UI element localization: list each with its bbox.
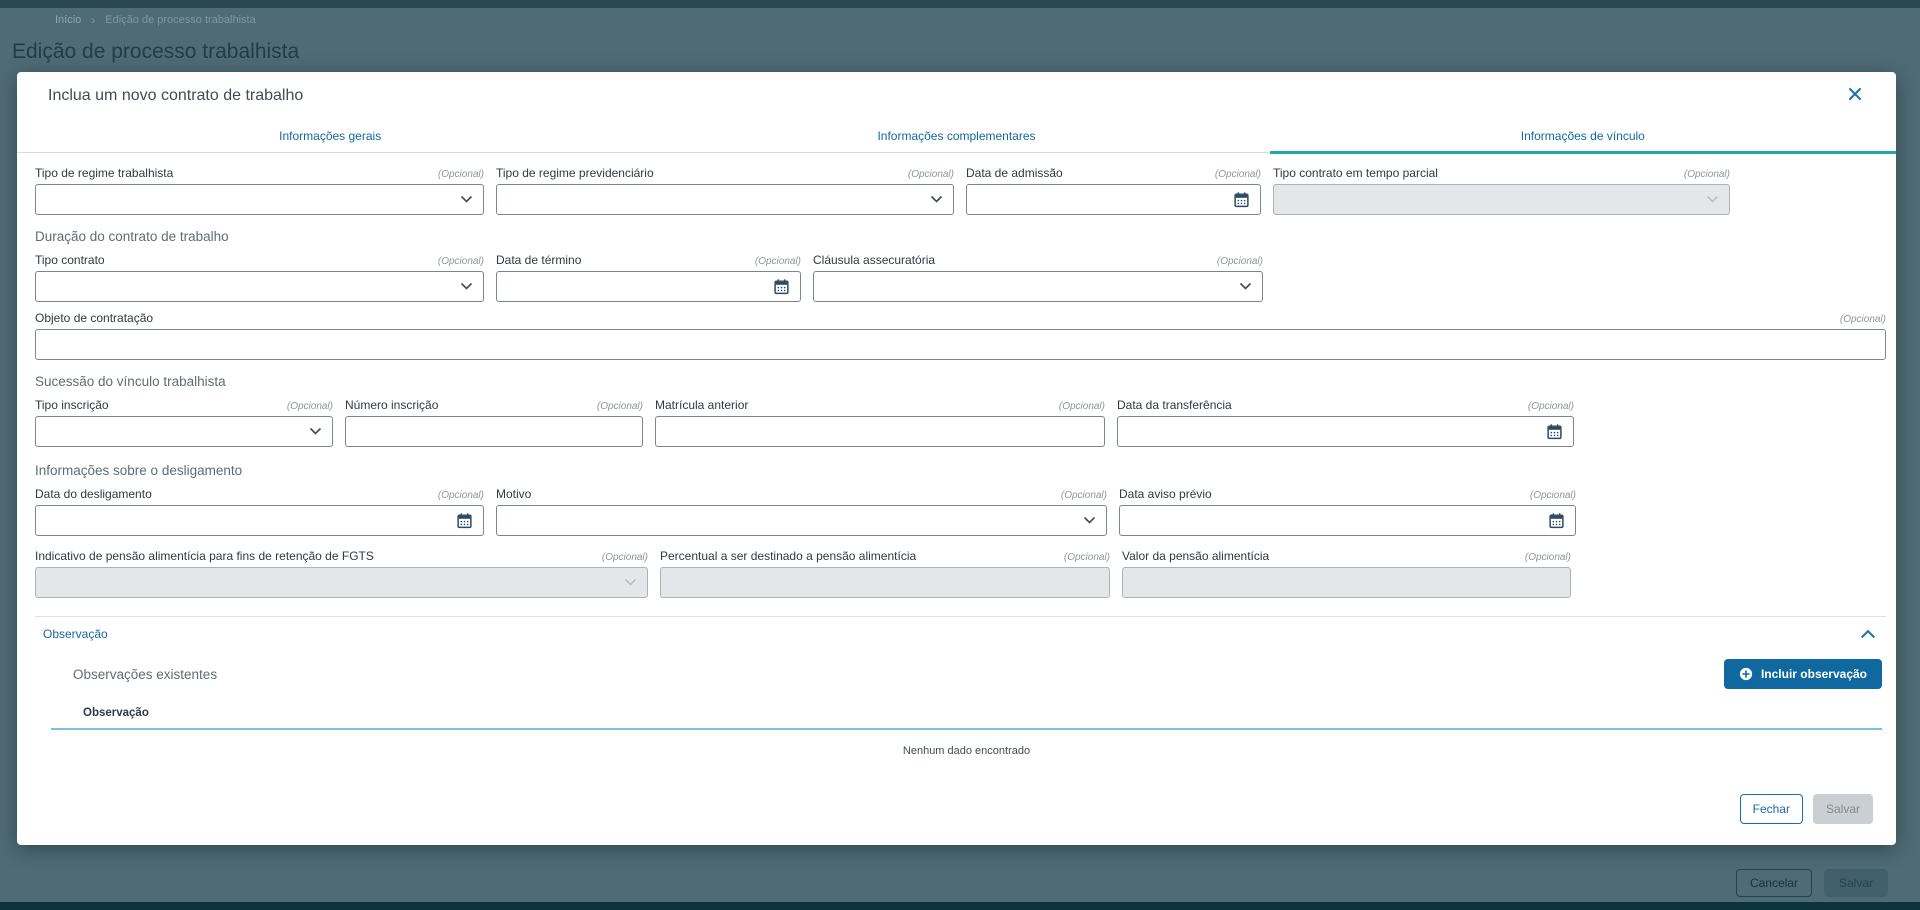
- page-actions: [1736, 869, 1888, 897]
- field-data-transferencia: [1117, 397, 1574, 447]
- field-label: Indicativo de pensão alimentícia para fins de retenção de FGTS: [35, 549, 374, 563]
- data-aviso-previo-date-input[interactable]: [1119, 505, 1576, 536]
- motivo-select[interactable]: [496, 505, 1107, 536]
- calendar-icon: [456, 512, 473, 529]
- tab-informacoes-de-vinculo[interactable]: Informações de vínculo: [1270, 129, 1896, 152]
- tipo-contrato-tempo-parcial-select: [1273, 184, 1730, 215]
- optional-hint: (Opcional): [1060, 490, 1107, 501]
- field-tipo-regime-trabalhista: [35, 165, 484, 215]
- form-row: [35, 252, 1886, 302]
- tipo-inscricao-select[interactable]: [35, 416, 333, 447]
- section-sucessao-heading: Sucessão do vínculo trabalhista: [35, 374, 226, 389]
- chevron-down-icon: [1706, 195, 1719, 204]
- breadcrumb: [55, 13, 256, 27]
- field-percentual-pensao: [660, 548, 1110, 598]
- data-termino-date-input[interactable]: [496, 271, 801, 302]
- optional-hint: (Opcional): [1063, 552, 1110, 563]
- field-label: Número inscrição: [345, 398, 439, 412]
- optional-hint: (Opcional): [286, 401, 333, 412]
- new-contract-modal: [17, 72, 1896, 845]
- chevron-down-icon: [1083, 516, 1096, 525]
- observacao-section: [35, 616, 1886, 772]
- observacao-toolbar: [35, 659, 1886, 689]
- field-indicativo-pensao: [35, 548, 648, 598]
- form-row: [35, 310, 1886, 360]
- section-desligamento-heading: Informações sobre o desligamento: [35, 463, 243, 478]
- data-transferencia-date-input[interactable]: [1117, 416, 1574, 447]
- field-label: Data aviso prévio: [1119, 487, 1212, 501]
- close-button[interactable]: [1848, 87, 1866, 105]
- field-tipo-contrato: [35, 252, 484, 302]
- field-label: Tipo inscrição: [35, 398, 109, 412]
- optional-hint: (Opcional): [1839, 314, 1886, 325]
- field-label: Tipo contrato: [35, 253, 105, 267]
- chevron-down-icon: [624, 578, 637, 587]
- calendar-icon: [773, 278, 790, 295]
- breadcrumb-separator-icon: ›: [91, 13, 96, 27]
- modal-body: [17, 165, 1896, 772]
- optional-hint: (Opcional): [596, 401, 643, 412]
- field-numero-inscricao: [345, 397, 643, 447]
- modal-title: Inclua um novo contrato de trabalho: [48, 87, 304, 104]
- bottom-bar: [0, 902, 1920, 910]
- data-admissao-date-input[interactable]: [966, 184, 1261, 215]
- field-label: Data de término: [496, 253, 582, 267]
- clausula-assecuratoria-select[interactable]: [813, 271, 1263, 302]
- optional-hint: (Opcional): [1214, 169, 1261, 180]
- field-data-aviso-previo: [1119, 486, 1576, 536]
- field-tipo-contrato-tempo-parcial: [1273, 165, 1730, 215]
- modal-footer: [1740, 794, 1873, 824]
- form-row: [35, 397, 1886, 447]
- matricula-anterior-input[interactable]: [655, 416, 1105, 447]
- optional-hint: (Opcional): [754, 256, 801, 267]
- optional-hint: (Opcional): [907, 169, 954, 180]
- field-label: Data da transferência: [1117, 398, 1232, 412]
- optional-hint: (Opcional): [437, 256, 484, 267]
- field-tipo-inscricao: [35, 397, 333, 447]
- observacoes-table: [51, 701, 1882, 772]
- observacoes-existentes-heading: Observações existentes: [73, 666, 218, 682]
- modal-header: [17, 72, 1896, 105]
- field-valor-pensao: [1122, 548, 1571, 598]
- optional-hint: (Opcional): [1216, 256, 1263, 267]
- field-clausula-assecuratoria: [813, 252, 1263, 302]
- calendar-icon: [1546, 423, 1563, 440]
- field-label: Tipo de regime previdenciário: [496, 166, 654, 180]
- valor-pensao-input: [1122, 567, 1571, 598]
- chevron-up-icon[interactable]: [1860, 628, 1876, 640]
- form-row: [35, 548, 1886, 598]
- page-save-button: Salvar: [1824, 869, 1888, 897]
- field-label: Motivo: [496, 487, 532, 501]
- incluir-observacao-button[interactable]: [1724, 659, 1882, 689]
- optional-hint: (Opcional): [1058, 401, 1105, 412]
- chevron-down-icon: [460, 195, 473, 204]
- field-label: Tipo de regime trabalhista: [35, 166, 174, 180]
- observacao-title[interactable]: Observação: [43, 627, 108, 641]
- optional-hint: (Opcional): [601, 552, 648, 563]
- empty-state-text: Nenhum dado encontrado: [902, 745, 1031, 757]
- field-data-admissao: [966, 165, 1261, 215]
- observacao-accordion-header: [35, 627, 1886, 641]
- tab-informacoes-complementares[interactable]: Informações complementares: [877, 129, 1036, 143]
- chevron-down-icon: [460, 282, 473, 291]
- tipo-regime-previdenciario-select[interactable]: [496, 184, 954, 215]
- field-label: Percentual a ser destinado a pensão alimentícia: [660, 549, 917, 563]
- tab-informacoes-gerais[interactable]: Informações gerais: [279, 129, 382, 143]
- field-matricula-anterior: [655, 397, 1105, 447]
- chevron-down-icon: [930, 195, 943, 204]
- field-tipo-regime-previdenciario: [496, 165, 954, 215]
- field-data-termino: [496, 252, 801, 302]
- incluir-observacao-label: Incluir observação: [1760, 667, 1867, 681]
- numero-inscricao-input[interactable]: [345, 416, 643, 447]
- modal-tabs: [17, 129, 1896, 153]
- field-label: Data de admissão: [966, 166, 1063, 180]
- calendar-icon: [1548, 512, 1565, 529]
- indicativo-pensao-select: [35, 567, 648, 598]
- chevron-down-icon: [1239, 282, 1252, 291]
- field-label: Data do desligamento: [35, 487, 152, 501]
- field-objeto-contratacao: [35, 310, 1886, 360]
- field-label: Tipo contrato em tempo parcial: [1273, 166, 1438, 180]
- percentual-pensao-input: [660, 567, 1110, 598]
- optional-hint: (Opcional): [437, 490, 484, 501]
- close-icon: [1848, 87, 1862, 101]
- optional-hint: (Opcional): [1683, 169, 1730, 180]
- section-duracao-heading: Duração do contrato de trabalho: [35, 229, 229, 244]
- page-title: Edição de processo trabalhista: [12, 40, 300, 63]
- breadcrumb-current: Edição de processo trabalhista: [105, 14, 256, 26]
- field-label: Cláusula assecuratória: [813, 253, 936, 267]
- chevron-down-icon: [309, 427, 322, 436]
- form-row: [35, 165, 1886, 215]
- tipo-contrato-select[interactable]: [35, 271, 484, 302]
- optional-hint: (Opcional): [1529, 490, 1576, 501]
- field-label: Matrícula anterior: [655, 398, 749, 412]
- top-bar: [0, 0, 1920, 8]
- salvar-button: Salvar: [1813, 794, 1873, 824]
- plus-circle-icon: [1739, 667, 1753, 681]
- optional-hint: (Opcional): [437, 169, 484, 180]
- optional-hint: (Opcional): [1527, 401, 1574, 412]
- field-data-desligamento: [35, 486, 484, 536]
- tipo-regime-trabalhista-select[interactable]: [35, 184, 484, 215]
- calendar-icon: [1233, 191, 1250, 208]
- data-desligamento-date-input[interactable]: [35, 505, 484, 536]
- fechar-button[interactable]: Fechar: [1740, 794, 1803, 824]
- field-motivo: [496, 486, 1107, 536]
- objeto-contratacao-input[interactable]: [35, 329, 1886, 360]
- optional-hint: (Opcional): [1524, 552, 1571, 563]
- field-label: Valor da pensão alimentícia: [1122, 549, 1270, 563]
- form-row: [35, 486, 1886, 536]
- field-label: Objeto de contratação: [35, 311, 154, 325]
- page-cancel-button[interactable]: Cancelar: [1736, 869, 1812, 897]
- breadcrumb-home-link[interactable]: Início: [55, 14, 82, 26]
- observacao-column-header: Observação: [51, 701, 1882, 730]
